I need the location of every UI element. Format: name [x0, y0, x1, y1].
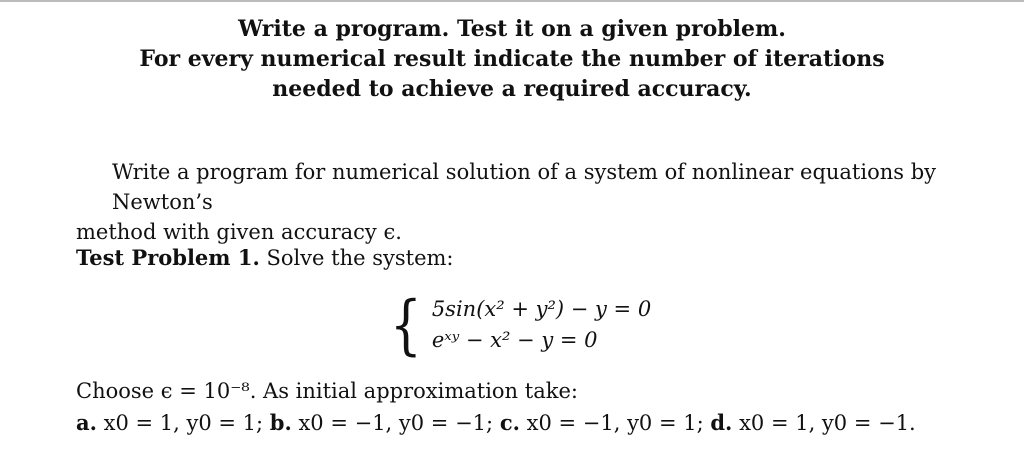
approximations-line	[76, 407, 916, 439]
approx-d-label: d.	[710, 410, 733, 435]
equation-1: 5sin(x² + y²) − y = 0	[431, 297, 652, 321]
choose-line: Choose ϵ = 10⁻⁸. As initial approximation take:	[76, 379, 578, 403]
intro-line-2: method with given accuracy ϵ.	[76, 220, 402, 244]
heading-line-1: Write a program. Test it on a given problem.	[238, 16, 786, 42]
approx-a-label: a.	[76, 410, 97, 435]
approx-c-label: c.	[499, 410, 520, 435]
top-divider	[0, 0, 1024, 2]
test-problem-statement	[76, 243, 454, 273]
approx-b-label: b.	[269, 410, 292, 435]
left-brace: {	[390, 287, 422, 363]
approx-a-text: x0 = 1, y0 = 1;	[103, 411, 264, 435]
approx-c-text: x0 = −1, y0 = 1;	[526, 411, 704, 435]
test-problem-label: Test Problem 1.	[76, 245, 260, 270]
heading-line-3: needed to achieve a required accuracy.	[272, 76, 752, 102]
equation-system	[390, 287, 652, 363]
assignment-heading	[0, 14, 1024, 104]
choose-section	[76, 375, 916, 439]
heading-line-2: For every numerical result indicate the number of iterations	[139, 46, 885, 72]
test-problem-text: Solve the system:	[266, 246, 454, 270]
approx-d-text: x0 = 1, y0 = −1.	[739, 411, 916, 435]
equations	[432, 294, 651, 356]
equation-2: eˣʸ − x² − y = 0	[431, 328, 598, 352]
intro-paragraph	[76, 157, 976, 247]
approx-b-text: x0 = −1, y0 = −1;	[298, 411, 494, 435]
intro-line-1: Write a program for numerical solution of a system of nonlinear equations by Newton’s	[112, 160, 937, 214]
